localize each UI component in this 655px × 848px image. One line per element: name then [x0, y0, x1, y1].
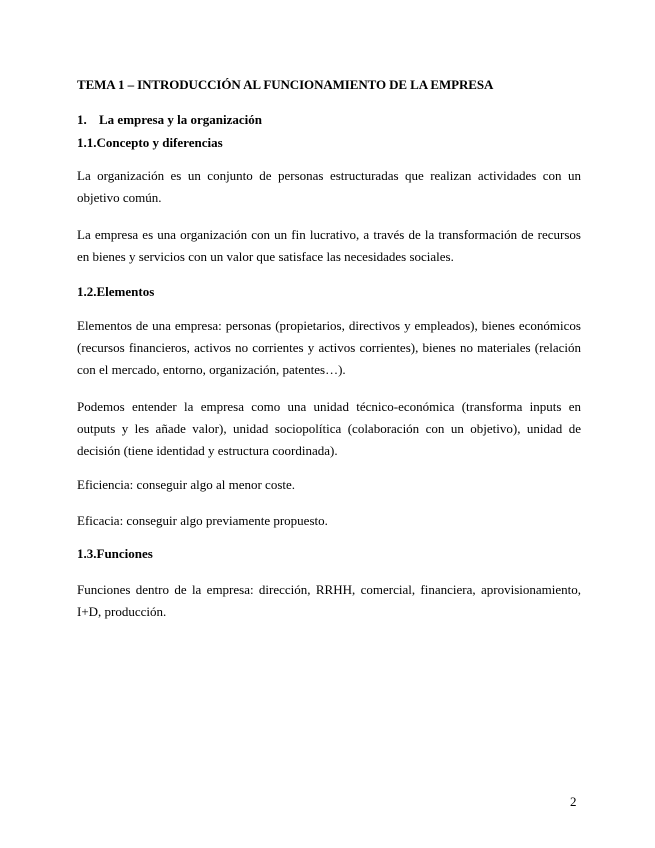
section-heading — [77, 112, 262, 128]
document-title: TEMA 1 – INTRODUCCIÓN AL FUNCIONAMIENTO DE LA EMPRESA — [77, 77, 494, 92]
paragraph-organizacion: La organización es un conjunto de personas estructuradas que realizan actividades con un objetivo común. — [77, 168, 581, 205]
section-title: La empresa y la organización — [99, 112, 262, 127]
subsection-heading-elementos: 1.2.Elementos — [77, 284, 155, 299]
subsection-heading-funciones: 1.3.Funciones — [77, 546, 153, 561]
paragraph-eficacia: Eficacia: conseguir algo previamente propuesto. — [77, 513, 328, 528]
paragraph-eficiencia: Eficiencia: conseguir algo al menor coste. — [77, 477, 296, 492]
section-number: 1. — [77, 112, 87, 127]
subsection-heading-concepto: 1.1.Concepto y diferencias — [77, 135, 223, 150]
paragraph-empresa: La empresa es una organización con un fin lucrativo, a través de la transformación de recursos en bienes y servicios con un valor que satisface las necesidades sociales. — [77, 227, 581, 264]
paragraph-funciones: Funciones dentro de la empresa: dirección, RRHH, comercial, financiera, aprovisionamiento, I+D, producción. — [77, 582, 581, 619]
paragraph-unidad: Podemos entender la empresa como una unidad técnico-económica (transforma inputs en outputs y les añade valor), unidad sociopolítica (colaboración con un objetivo), unidad de decisión (tiene identidad y estructura coordinada). — [77, 399, 581, 458]
paragraph-elementos: Elementos de una empresa: personas (propietarios, directivos y empleados), bienes económicos (recursos financieros, activos no corrientes y activos corrientes), bienes no materiales (relación con el mercado, entorno, organización, patentes…). — [77, 318, 581, 377]
page-number: 2 — [570, 794, 577, 809]
